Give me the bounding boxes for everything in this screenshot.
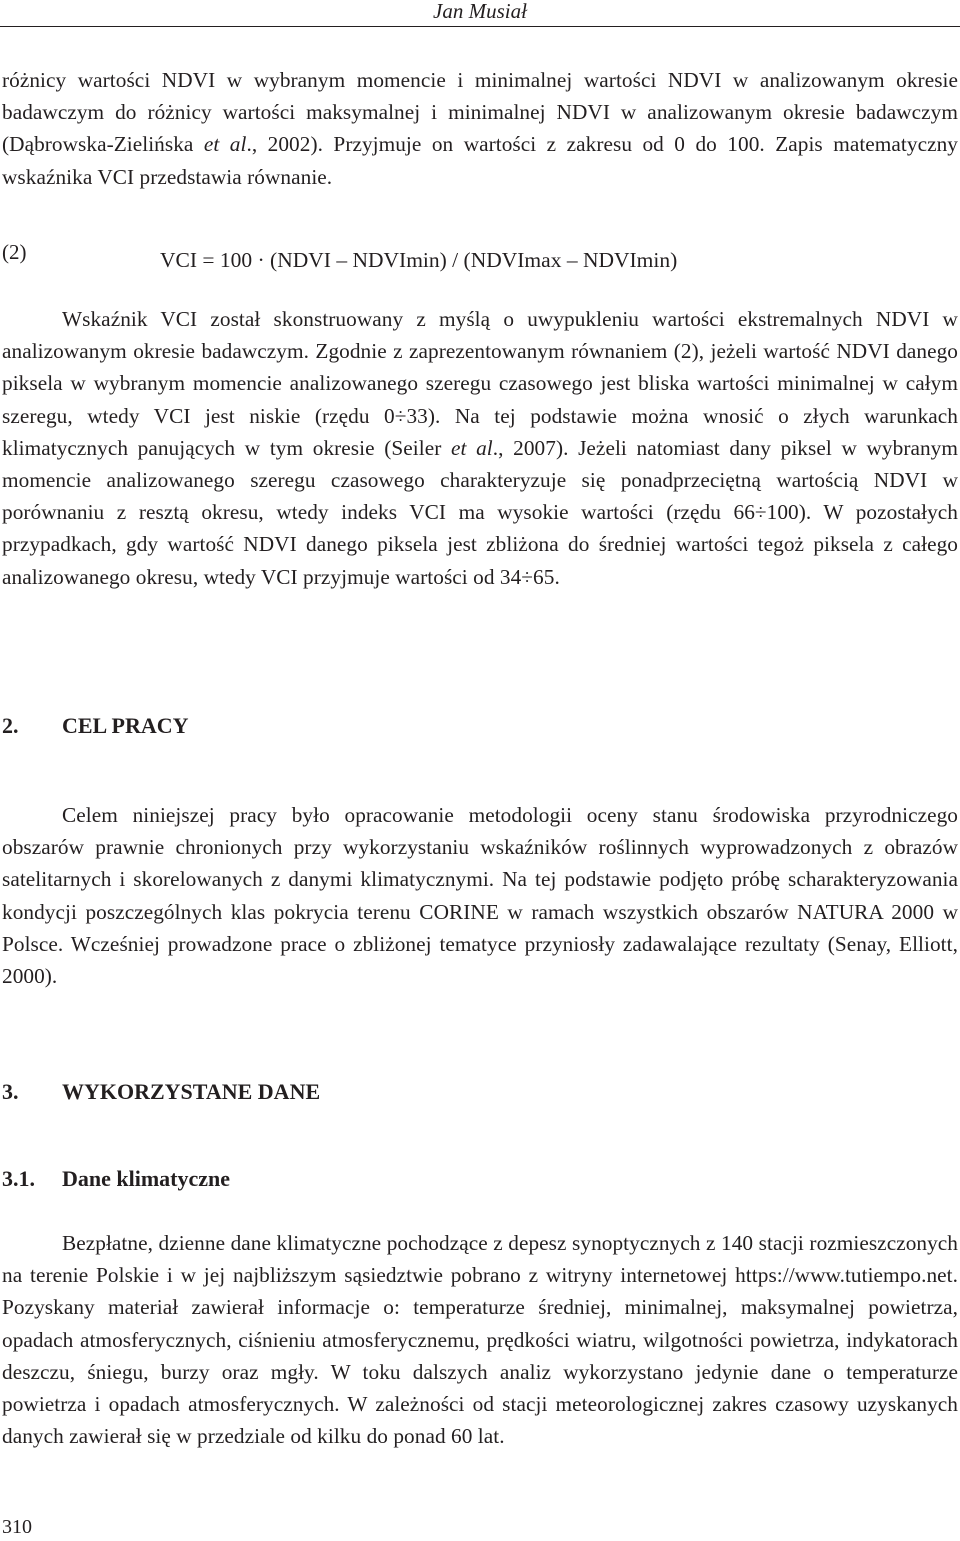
section-number: 3.1. (2, 1166, 35, 1191)
paragraph-text: Celem niniejszej pracy było opracowanie metodologii oceny stanu środowiska przyrodniczego obszarów prawnie chronionych przy wykorzystaniu wskaźników roślinnych wyprowadzonych z obrazów satelitarnych i skorelowanych z danymi klimatycznymi. Na tej podstawie podjęto próbę scharakteryzowania kondycji poszczególnych klas pokrycia terenu CORINE w ramach wszystkich obszarów NATURA 2000 w Polsce. Wcześniej prowadzone prace o zbliżonej tematyce przyniosły zadawalające rezultaty (Senay, Elliott, 2000). (2, 803, 958, 989)
paragraph-vci-interpretation (2, 303, 958, 593)
section-number: 2. (2, 713, 19, 738)
section-number: 3. (2, 1079, 19, 1104)
equation-formula: VCI = 100 · (NDVI – NDVImin) / (NDVImax – NDVImin) (160, 248, 678, 272)
et-al-citation: et al (203, 132, 247, 157)
subsection-heading-3-1 (2, 1165, 230, 1193)
paragraph-text: Bezpłatne, dzienne dane klimatyczne pochodzące z depesz synoptycznych z 140 stacji rozmieszczonych na terenie Polskie i w jej najbliższym sąsiedztwie pobrano z witryny internetowej https://www.tutiempo.net. Pozyskany materiał zawierał informacje o: temperaturze średniej, minimalnej, maksymalnej powietrza, opadach atmosferycznych, ciśnieniu atmosferycznemu, prędkości wiatru, wilgotności powietrza, indykatorach deszczu, śniegu, burzy oraz mgły. W toku dalszych analiz wykorzystano jedynie dane o temperaturze powietrza i opadach atmosferycznych. W zależności od stacji meteorologicznej zakres czasowy uzyskanych danych zawierał się w przedziale od kilku do ponad 60 lat. (2, 1231, 958, 1449)
paragraph-text: ., 2007). Jeżeli natomiast dany piksel w wybranym momencie analizowanego szeregu czasowego charakteryzuje się ponadprzeciętną wartością NDVI w porównaniu z resztą okresu, wtedy indeks VCI ma wysokie wartości (rzędu 66÷100). W pozostałych przypadkach, gdy wartość NDVI danego piksela jest zbliżona do średniej wartości tegoż piksela z całego analizowanego okresu, wtedy VCI przyjmuje wartości od 34÷65. (2, 435, 958, 589)
paragraph-text: różnicy wartości NDVI w wybranym momencie i minimalnej wartości NDVI w analizowanym okresie badawczym do różnicy wartości maksymalnej i minimalnej NDVI w analizowanym okresie badawczym (Dąbrowska-Zielińska (2, 68, 958, 157)
section-heading-3 (2, 1078, 320, 1106)
page-number: 310 (2, 1516, 32, 1538)
paragraph-vci-definition (2, 64, 958, 193)
et-al-citation: et al (450, 435, 493, 460)
header-author: Jan Musiał (433, 0, 527, 23)
section-title: WYKORZYSTANE DANE (62, 1079, 321, 1104)
paragraph-aim (2, 799, 958, 992)
section-title: CEL PRACY (62, 713, 189, 738)
running-header (0, 0, 960, 27)
paragraph-climate-data (2, 1227, 958, 1452)
paragraph-text: ., 2002). Przyjmuje on wartości z zakresu od 0 do 100. Zapis matematyczny wskaźnika VCI przedstawia równanie. (2, 132, 958, 189)
paragraph-text: Wskaźnik VCI został skonstruowany z myślą o uwypukleniu wartości ekstremalnych NDVI w analizowanym okresie badawczym. Zgodnie z zaprezentowanym równaniem (2), jeżeli wartość NDVI danego piksela w wybranym momencie analizowanego szeregu czasowego jest bliska wartości minimalnej w całym szeregu, wtedy VCI jest niskie (rzędu 0÷33). Na tej podstawie można wnosić o złych warunkach klimatycznych panujących w tym okresie (Seiler (2, 307, 958, 460)
section-heading-2 (2, 712, 189, 740)
section-title: Dane klimatyczne (62, 1166, 231, 1191)
equation-number: (2) (2, 240, 27, 264)
